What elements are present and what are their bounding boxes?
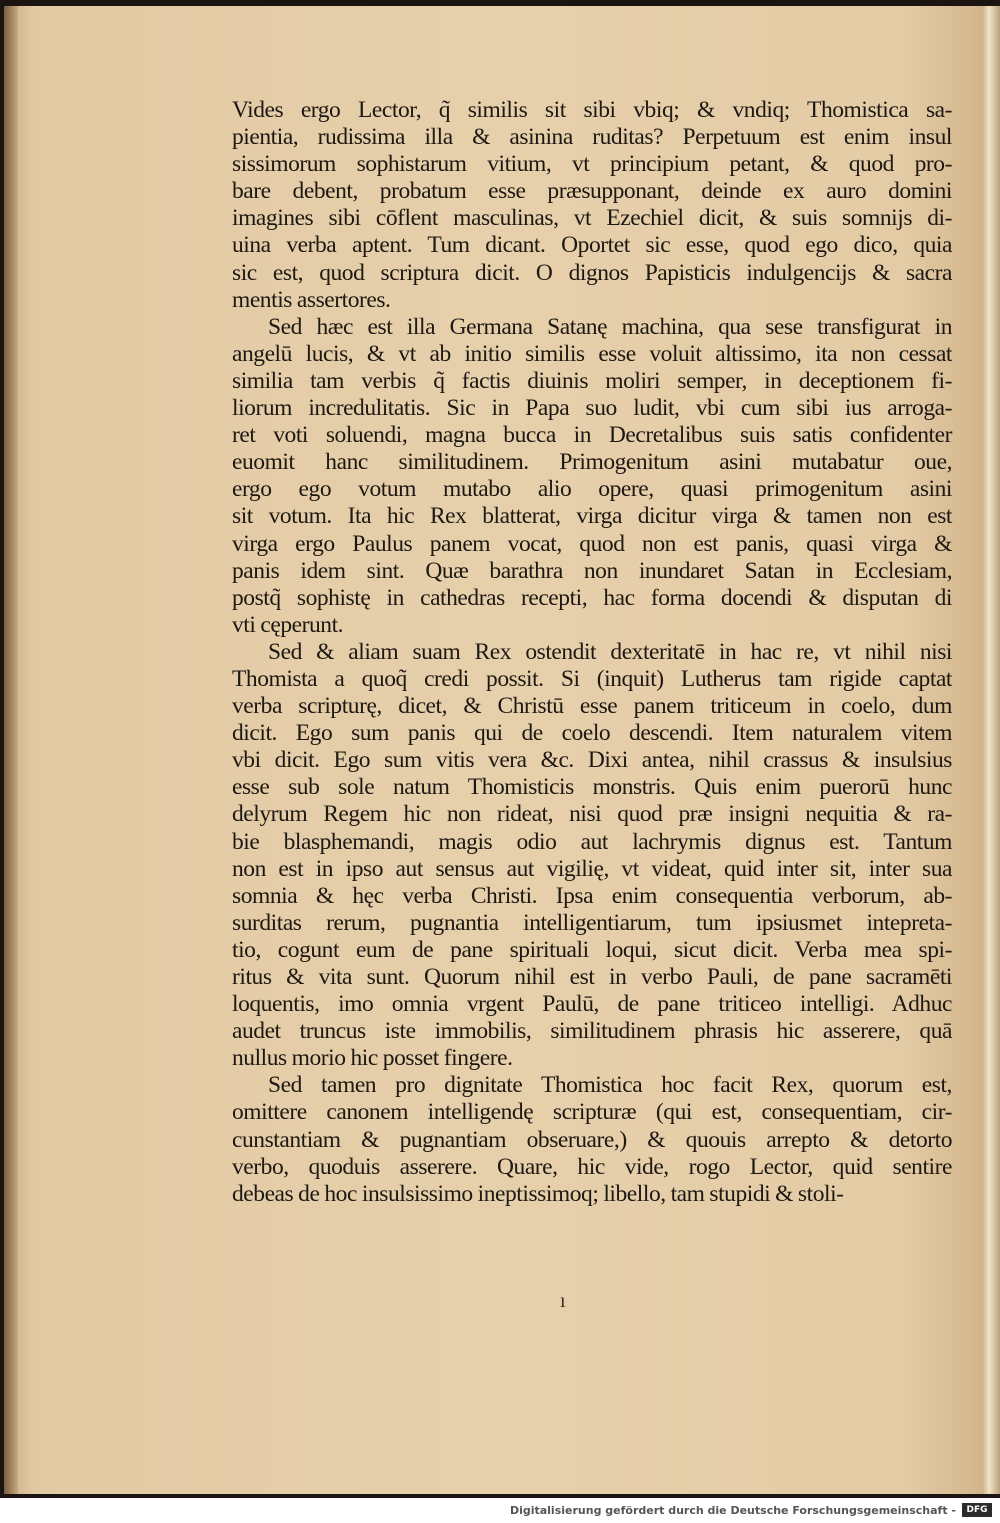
- text-line: sissimorum sophistarum vitium, vt principium petant, & quod pro-: [232, 151, 952, 178]
- text-line: cunstantiam & pugnantiam obseruare,) & quouis arrepto & detorto: [232, 1126, 952, 1153]
- text-line: similia tam verbis q̃ factis diuinis moliri semper, in deceptionem fi-: [232, 367, 952, 394]
- text-line: Vides ergo Lector, q̃ similis sit sibi vbiq; & vndiq; Thomistica sa-: [232, 97, 952, 123]
- text-line: Sed hæc est illa Germana Satanę machina, qua sese transfigurat in: [268, 313, 952, 340]
- text-line: ritus & vita sunt. Quorum nihil est in verbo Pauli, de pane sacramēti: [232, 964, 952, 990]
- text-line: bie blasphemandi, magis odio aut lachrymis dignus est. Tantum: [232, 828, 952, 855]
- text-line: angelū lucis, & vt ab initio similis esse voluit altissimo, ita non cessat: [232, 340, 952, 367]
- text-line: virga ergo Paulus panem vocat, quod non est panis, quasi virga &: [232, 530, 952, 557]
- text-line: debeas de hoc insulsissimo ineptissimoq; libello, tam stupidi & stoli-: [232, 1180, 844, 1207]
- text-line: verba scripturę, dicet, & Christū esse panem triticeum in coelo, dum: [232, 693, 952, 720]
- text-line: non est in ipso aut sensus aut vigilię, vt videat, quid inter sit, inter sua: [232, 855, 952, 882]
- text-line: esse sub sole natum Thomisticis monstris. Quis enim puerorū hunc: [232, 774, 952, 801]
- text-line: sic est, quod scriptura dicit. O dignos Papisticis indulgencijs & sacra: [232, 259, 952, 286]
- text-line: uina verba aptent. Tum dicant. Oportet sic esse, quod ego dico, quia: [232, 232, 952, 259]
- text-line: delyrum Regem hic non rideat, nisi quod præ insigni nequitia & ra-: [232, 801, 952, 828]
- text-line: verbo, quoduis asserere. Quare, hic vide, rogo Lector, quid sentire: [232, 1153, 952, 1180]
- text-line: pientia, rudissima illa & asinina ruditas? Perpetuum est enim insul: [232, 124, 952, 151]
- text-line: dicit. Ego sum panis qui de coelo descendi. Item naturalem vitem: [232, 720, 952, 747]
- text-line: mentis assertores.: [232, 286, 391, 313]
- text-line: euomit hanc similitudinem. Primogenitum asini mutabatur oue,: [232, 449, 952, 476]
- text-line: Thomista a quoq̃ credi possit. Si (inquit) Lutherus tam rigide captat: [232, 665, 952, 692]
- text-line: ergo ego votum mutabo alio opere, quasi primogenitum asini: [232, 476, 952, 503]
- dfg-logo: DFG: [962, 1503, 992, 1517]
- book-spine: [4, 6, 18, 1494]
- text-line: tio, cogunt eum de pane spirituali loqui, sicut dicit. Verba mea spi-: [232, 936, 952, 963]
- page-text: [232, 97, 952, 1208]
- text-line: audet truncus iste immobilis, similitudinem phrasis hic asserere, quā: [232, 1018, 952, 1045]
- text-line: nullus morio hic posset fingere.: [232, 1045, 513, 1072]
- text-line: somnia & hęc verba Christi. Ipsa enim consequentia verborum, ab-: [232, 882, 952, 909]
- footer-credit: Digitalisierung gefördert durch die Deutsche Forschungsgemeinschaft -: [509, 1504, 956, 1517]
- text-line: Sed tamen pro dignitate Thomistica hoc facit Rex, quorum est,: [268, 1072, 952, 1099]
- page-edge: [982, 6, 1000, 1494]
- stray-mark: ı: [560, 1290, 566, 1312]
- text-line: loquentis, imo omnia vrgent Paulū, de pane triticeo intelligi. Adhuc: [232, 991, 952, 1018]
- text-line: postq̃ sophistę in cathedras recepti, hac forma docendi & disputan di: [232, 584, 952, 611]
- text-line: surditas rerum, pugnantia intelligentiarum, tum ipsiusmet intepreta-: [232, 909, 952, 936]
- text-line: bare debent, probatum esse præsupponant, deinde ex auro domini: [232, 178, 952, 205]
- text-line: vti cęperunt.: [232, 611, 344, 638]
- text-line: Sed & aliam suam Rex ostendit dexteritatē in hac re, vt nihil nisi: [268, 638, 952, 665]
- text-line: vbi dicit. Ego sum vitis vera &c. Dixi antea, nihil crassus & insulsius: [232, 747, 952, 774]
- text-line: ret voti soluendi, magna bucca in Decretalibus suis satis confidenter: [232, 422, 952, 449]
- text-line: panis idem sint. Quæ barathra non inundaret Satan in Ecclesiam,: [232, 557, 952, 584]
- text-line: imagines sibi cōflent masculinas, vt Ezechiel dicit, & suis somnijs di-: [232, 205, 952, 232]
- text-line: sit votum. Ita hic Rex blatterat, virga dicitur virga & tamen non est: [232, 503, 952, 530]
- text-line: liorum incredulitatis. Sic in Papa suo ludit, vbi cum sibi ius arroga-: [232, 395, 952, 422]
- text-line: omittere canonem intelligendę scripturæ (qui est, consequentiam, cir-: [232, 1099, 952, 1126]
